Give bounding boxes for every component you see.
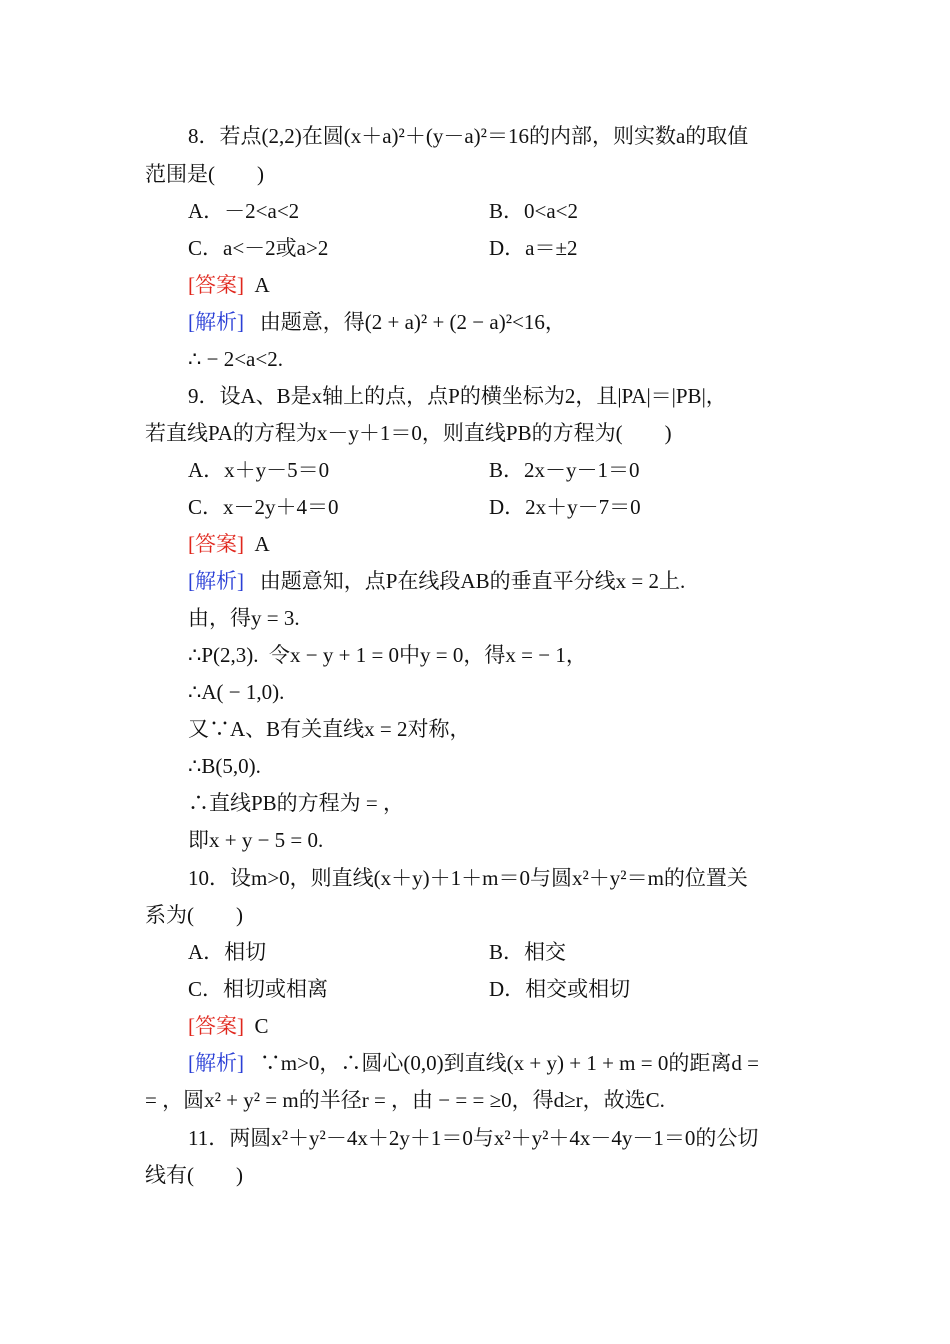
q8-analysis-line1 bbox=[188, 308, 566, 336]
q11-stem-line1 bbox=[188, 1124, 758, 1152]
q9-option-a: A．x＋y－5＝0 bbox=[188, 458, 330, 482]
q9-answer-value: A bbox=[254, 532, 270, 556]
q11-stem-text: 两圆x²＋y²－4x＋2y＋1＝0与x²＋y²＋4x－4y－1＝0的公切 bbox=[229, 1126, 759, 1150]
q9-analysis-line8: 即x + y − 5 = 0. bbox=[188, 828, 324, 852]
analysis-tag: [解析] bbox=[188, 569, 244, 593]
analysis-tag: [解析] bbox=[188, 1051, 244, 1075]
q8-option-d: D．a＝±2 bbox=[489, 236, 578, 260]
q10-stem-text: 设m>0，则直线(x＋y)＋1＋m＝0与圆x²＋y²＝m的位置关 bbox=[230, 866, 748, 890]
analysis-tag: [解析] bbox=[188, 310, 244, 334]
q9-stem-line1 bbox=[188, 382, 727, 410]
q9-analysis-line1 bbox=[188, 567, 685, 595]
q9-answer bbox=[188, 530, 270, 558]
q9-analysis-line6: ∴B(5,0). bbox=[188, 754, 261, 778]
q8-number: 8． bbox=[188, 124, 220, 148]
q10-answer bbox=[188, 1012, 269, 1040]
q9-option-d: D．2x＋y－7＝0 bbox=[489, 495, 641, 519]
q8-analysis-line2: ∴ − 2<a<2. bbox=[188, 347, 283, 371]
q8-option-b: B．0<a<2 bbox=[489, 199, 579, 223]
q8-stem-line2: 范围是( ) bbox=[145, 162, 264, 186]
q10-option-c: C．相切或相离 bbox=[188, 977, 329, 1001]
q9-stem-text: 设A、B是x轴上的点，点P的横坐标为2，且|PA|＝|PB|， bbox=[219, 384, 727, 408]
q9-number: 9． bbox=[188, 384, 220, 408]
q9-analysis-line2: 由，得y = 3. bbox=[188, 606, 300, 630]
q10-stem-line2: 系为( ) bbox=[145, 903, 243, 927]
q9-analysis-text: 由题意知，点P在线段AB的垂直平分线x = 2上. bbox=[259, 569, 686, 593]
q9-stem-line2: 若直线PA的方程为x－y＋1＝0，则直线PB的方程为( ) bbox=[145, 421, 672, 445]
q8-option-a: A．－2<a<2 bbox=[188, 199, 300, 223]
q9-analysis-line7: ∴直线PB的方程为 = ， bbox=[188, 791, 405, 815]
q10-option-d: D．相交或相切 bbox=[489, 977, 631, 1001]
q11-number: 11． bbox=[188, 1126, 230, 1150]
q9-option-c: C．x－2y＋4＝0 bbox=[188, 495, 339, 519]
q10-option-a: A．相切 bbox=[188, 940, 267, 964]
q8-answer-value: A bbox=[254, 273, 270, 297]
answer-tag: [答案] bbox=[188, 532, 244, 556]
q10-analysis-line2: = ，圆x² + y² = m的半径r = ，由 − = = ≥0，得d≥r，故选C. bbox=[145, 1088, 665, 1112]
q9-analysis-line3: ∴P(2,3). 令x − y + 1 = 0中y = 0，得x = − 1， bbox=[188, 643, 587, 667]
q8-answer bbox=[188, 271, 270, 299]
q11-stem-line2: 线有( ) bbox=[145, 1163, 243, 1187]
q8-stem-text: 若点(2,2)在圆(x＋a)²＋(y－a)²＝16的内部，则实数a的取值 bbox=[219, 124, 749, 148]
q8-stem-line1 bbox=[188, 122, 748, 150]
q10-option-b: B．相交 bbox=[489, 940, 567, 964]
answer-tag: [答案] bbox=[188, 273, 244, 297]
q10-number: 10． bbox=[188, 866, 230, 890]
q10-analysis-text: ∵m>0，∴圆心(0,0)到直线(x + y) + 1 + m = 0的距离d = bbox=[259, 1051, 759, 1075]
q9-analysis-line5: 又∵A、B有关直线x = 2对称， bbox=[188, 717, 471, 741]
q10-stem-line1 bbox=[188, 864, 748, 892]
q8-option-c: C．a<－2或a>2 bbox=[188, 236, 329, 260]
q10-analysis-line1 bbox=[188, 1049, 759, 1077]
answer-tag: [答案] bbox=[188, 1014, 244, 1038]
q10-answer-value: C bbox=[254, 1014, 269, 1038]
q9-option-b: B．2x－y－1＝0 bbox=[489, 458, 640, 482]
q8-analysis-text: 由题意，得(2 + a)² + (2 − a)²<16， bbox=[259, 310, 566, 334]
q9-analysis-line4: ∴A( − 1,0). bbox=[188, 680, 285, 704]
